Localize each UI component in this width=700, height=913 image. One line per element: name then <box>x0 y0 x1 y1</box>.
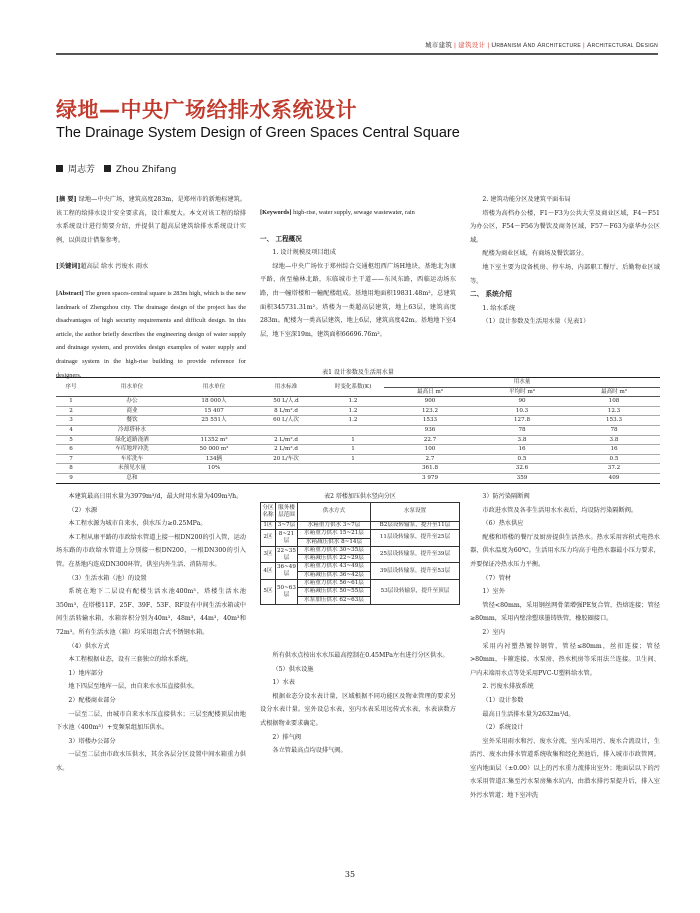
table1-header: 最高日 m³ <box>384 387 476 397</box>
col1-p7: 地下四层至地库一层，由自来水水压直接供水。 <box>68 683 199 691</box>
table-cell: 1 <box>322 454 384 464</box>
body-column-2 <box>260 649 456 758</box>
table-cell: 9 <box>56 473 86 483</box>
table-cell: 商业 <box>86 406 178 416</box>
col1-s4: （4）供水方式 <box>68 642 110 650</box>
col3-sub2: 2. 污废水排放系统 <box>482 683 534 691</box>
table-cell: 60 L/人次 <box>250 416 322 426</box>
author-line <box>56 162 176 175</box>
table2-header: 水泵设置 <box>370 503 459 522</box>
header-tag-cn1: 城市建筑 <box>424 42 453 49</box>
author-cn: 周志芳 <box>68 165 96 175</box>
zone-method: 水箱减压供水 8~14层 <box>297 538 370 546</box>
keywords-cn-text: 超高层 给水 污废水 雨水 <box>80 263 149 271</box>
col1-s3: （3）生活水箱（池）的设置 <box>68 574 147 582</box>
zone-method: 水箱重力供水 30~35层 <box>297 546 370 554</box>
abstract-en-text: The green spaces-central square is 283m high, which is the new landmark of Zhengzhou city. The drainage design of the project has the disadvantages of high security requirements and difficult design. In this article, the author briefly describes the engineering design of water supply and drainage system, and provides design examples of water supply and drainage system in the high-rise building to provide reference for designers. <box>56 289 246 379</box>
col3-p6: 2）室内 <box>482 628 505 636</box>
table-cell: 32.6 <box>476 464 568 474</box>
zone-pump: 25层设转输泵，提升至39层 <box>370 546 459 563</box>
title-en: The Drainage System Design of Green Spaces Central Square <box>56 125 460 141</box>
col1-p6: 1）地库部分 <box>68 669 104 677</box>
abstract-en-label: [Abstract] <box>56 289 84 297</box>
table2-header: 服务楼层范围 <box>276 503 298 522</box>
zone-method: 水箱减压供水 36~42层 <box>297 571 370 579</box>
table-cell: 1 <box>322 435 384 445</box>
table-cell: 123.2 <box>384 406 476 416</box>
col2-p5: 各立管最高点均设排气阀。 <box>272 747 347 755</box>
table-cell <box>178 425 250 435</box>
table-cell: 100 <box>384 445 476 455</box>
keywords-cn-label: [关键词] <box>56 263 81 271</box>
table-row <box>56 445 660 455</box>
col2-s5: （5）供水设施 <box>272 665 314 673</box>
table2-caption: 表2 塔楼加压供水竖向分区 <box>324 493 396 500</box>
zone-pump: 11层设转输泵，提升至25层 <box>370 530 459 547</box>
zone-range: 50~63层 <box>276 580 298 605</box>
zone-name: 1区 <box>261 522 276 530</box>
table-cell: 11352 m² <box>178 435 250 445</box>
section1-sub2: 2. 建筑功能分区及建筑平面布局 <box>482 196 571 203</box>
table-row <box>261 580 460 588</box>
page-number: 35 <box>344 870 356 879</box>
table-cell: 0.5 <box>568 454 660 464</box>
section1-p3: 配楼为商业区域，有商场及餐饮部分。 <box>482 250 588 258</box>
table-cell: 5 <box>56 435 86 445</box>
col1-p3: 本工程从康平路的市政给水管道上接一根DN200的引入管，运动场东路的市政给水管道上分别接一根DN200、一根DN300的引入管。在基地内连成DN300环管，供室内外生活、消防用水。 <box>56 533 246 568</box>
table-cell: 餐饮 <box>86 416 178 426</box>
abstract-cn-label: [摘 要] <box>56 196 77 203</box>
table-cell: 409 <box>568 473 660 483</box>
table-cell: 4 <box>56 425 86 435</box>
col3-p2: 市政进水管及各非生活用水水表后，均设防污染隔断阀。 <box>482 506 638 514</box>
table-cell: 359 <box>476 473 568 483</box>
table-cell: 90 <box>476 397 568 407</box>
table-cell: 6 <box>56 445 86 455</box>
table-cell: 车库洗车 <box>86 454 178 464</box>
table-cell: 2 <box>56 406 86 416</box>
table2 <box>260 502 460 605</box>
header-rule <box>56 53 658 55</box>
body-column-1 <box>56 490 246 775</box>
journal-header: 城市建筑 | 建筑设计 | Urbanism And Architecture | Architectural Design <box>424 42 658 49</box>
table-cell: 车库地坪冲洗 <box>86 445 178 455</box>
col3-p3: 配楼和塔楼的餐厅及厨房提供生活热水。热水采用容积式电热水器，供水温度为60℃。生活用水压力均高于电热水器最小压力要求，并要保证冷热水压力平衡。 <box>470 533 660 568</box>
table1-header: 平均时 m³ <box>476 387 568 397</box>
section2-sub1a: （1）设计参数及生活用水量（见表1） <box>482 318 590 326</box>
table-cell: 3.8 <box>476 435 568 445</box>
table-cell: 绿化道路浇洒 <box>86 435 178 445</box>
table-cell: 18 000人 <box>178 397 250 407</box>
table1-header: 用水量 <box>384 378 660 388</box>
col3-s7: （7）管材 <box>482 574 512 582</box>
zone-name: 4区 <box>261 563 276 580</box>
keywords-en-label: [Keywords] <box>260 209 292 216</box>
table2-body <box>261 522 460 605</box>
table-cell: 0.5 <box>476 454 568 464</box>
table-row <box>261 546 460 554</box>
square-bullet-icon <box>104 165 111 172</box>
table-row <box>261 522 460 530</box>
table-cell <box>322 425 384 435</box>
table-cell: 7 <box>56 454 86 464</box>
col3-p5: 管径<80mm，采用钢丝网骨架增强PE复合管，热熔连接；管径≥80mm，采用内壁涂塑球墨铸铁管，橡胶圈接口。 <box>470 601 660 623</box>
zone-name: 5区 <box>261 580 276 605</box>
col2-p1: 所有供水点按出水水压最高控制在0.45MPa左右进行分区供水。 <box>272 652 449 659</box>
col3-p10: （2）系统设计 <box>482 724 524 732</box>
table1-caption: 表1 设计参数及生活用水量 <box>322 369 394 376</box>
table-row <box>56 464 660 474</box>
table-cell: 2 L/m².d <box>250 445 322 455</box>
section1-heading: 一、 工程概况 <box>260 234 302 243</box>
table-cell: 2.7 <box>384 454 476 464</box>
table-cell: 1 <box>322 445 384 455</box>
col3-p1: 3）防污染隔断阀 <box>482 493 530 500</box>
table-cell: 127.8 <box>476 416 568 426</box>
table-cell: 1 <box>56 397 86 407</box>
table-cell: 108 <box>568 397 660 407</box>
zone-pump: 39层设转输泵，提升至53层 <box>370 563 459 580</box>
table-row <box>56 435 660 445</box>
col2-p2: 1）水表 <box>272 679 295 687</box>
abstract-cn-text: 绿地—中央广场，建筑高度283m，是郑州市的新地标建筑。该工程的给排水设计安全要求高，设计难度大。本文对该工程的给排水系统设计进行简要介绍，并提供了超高层建筑给排水系统设计实例，以供设计借鉴参考。 <box>56 196 247 244</box>
col3-p7: 采用内衬塑热镀锌钢管，管径≤80mm，丝扣连接；管径>80mm，卡箍连接。水泵房、热水机房等采用法兰连接。卫生间、户内末端用水点等处采用PVC-U塑料给水管。 <box>470 642 660 677</box>
table-cell: 20 L/车次 <box>250 454 322 464</box>
zone-name: 3区 <box>261 546 276 563</box>
table-cell: 134辆 <box>178 454 250 464</box>
section1-p2: 塔楼为高档办公楼，F1～F3为公共大堂及商业区域，F4～F51为办公区，F54～F56为餐饮及商务区域，F57～F63为豪华办公区域。 <box>470 209 660 244</box>
table-cell: 1.2 <box>322 397 384 407</box>
table-row <box>56 406 660 416</box>
zone-method: 水泵加压供水 62~63层 <box>297 596 370 604</box>
table-cell: 900 <box>384 397 476 407</box>
zone-method: 水箱重力供水 3~7层 <box>297 522 370 530</box>
table-cell <box>250 425 322 435</box>
zone-range: 22~35层 <box>276 546 298 563</box>
table-cell: 22.7 <box>384 435 476 445</box>
table-cell: 2 L/m².d <box>250 435 322 445</box>
zone-method: 水箱减压供水 22~29层 <box>297 555 370 563</box>
col3-s6: （6）热水供应 <box>482 520 524 528</box>
square-bullet-icon <box>56 165 63 172</box>
table2-header: 供水方式 <box>297 503 370 522</box>
abstract-column <box>56 193 246 382</box>
table-row <box>261 530 460 538</box>
zone-range: 3~7层 <box>276 522 298 530</box>
table-cell: 总和 <box>86 473 178 483</box>
col1-p2: 本工程水源为城市自来水，供水压力≥0.25MPa。 <box>68 520 207 528</box>
table1 <box>56 377 660 484</box>
title-cn: 绿地—中央广场给排水系统设计 <box>56 98 357 122</box>
table-cell: 16 <box>476 445 568 455</box>
table-cell: 8 <box>56 464 86 474</box>
table1-header: 最高时 m³ <box>568 387 660 397</box>
table-row <box>261 563 460 571</box>
table-cell: 1.2 <box>322 416 384 426</box>
table1-header: 用水单位 <box>86 378 178 397</box>
table1-header: 用水标准 <box>250 378 322 397</box>
header-tag-en1: Urbanism And Architecture <box>491 42 581 49</box>
table1-body <box>56 397 660 483</box>
col1-p8: 2）配楼商业部分 <box>68 696 116 704</box>
col1-p5: 本工程根据业态，设有三套独立的给水系统。 <box>68 656 193 664</box>
keywords-en-column <box>260 193 456 341</box>
col3-p4: 1）室外 <box>482 588 505 596</box>
col2-p3: 根据业态分设水表计量，区域根据不同功能区及物业管理的要求另设分水表计量。室外设总水表，室内水表采用远传式水表，水表读数方式根据物业要求确定。 <box>260 692 456 727</box>
header-tag-cn2: 建筑设计 <box>458 42 486 49</box>
table-cell: 3.8 <box>568 435 660 445</box>
zone-method: 水箱重力供水 43~49层 <box>297 563 370 571</box>
table-cell: 37.2 <box>568 464 660 474</box>
col1-s2: （2）水源 <box>68 506 98 514</box>
table-cell <box>322 473 384 483</box>
section2-heading: 二、 系统介绍 <box>470 290 512 299</box>
zone-method: 水箱重力供水 56~61层 <box>297 580 370 588</box>
col2-p4: 2）排气阀 <box>272 733 302 741</box>
table-cell: 15 407 <box>178 406 250 416</box>
table1-header: 序号 <box>56 378 86 397</box>
section1-p4: 地下室主要为设备机房、停车场、内部职工餐厅、后勤物业区域等。 <box>470 263 660 285</box>
zone-method: 水箱重力供水 15~21层 <box>297 530 370 538</box>
author-en: Zhou Zhifang <box>115 165 177 175</box>
col1-p9: 一层至二层，由城市自来水水压直接供水；三层至配楼顶层由地下水池（400m³）+变频泵组加压供水。 <box>56 710 246 732</box>
zone-range: 8~21层 <box>276 530 298 547</box>
table-cell <box>250 473 322 483</box>
col3-p8: （1）设计参数 <box>482 696 524 704</box>
table1-header: 时变化系数(K) <box>322 378 384 397</box>
table-cell: 361.8 <box>384 464 476 474</box>
table-cell: 78 <box>476 425 568 435</box>
table-cell: 153.3 <box>568 416 660 426</box>
table-row <box>56 473 660 483</box>
table-cell: 1533 <box>384 416 476 426</box>
table-row <box>56 397 660 407</box>
zone-name: 2区 <box>261 530 276 547</box>
table-cell: 冷却塔补水 <box>86 425 178 435</box>
col3-p9: 最高日生活排水量为2632m³/d。 <box>482 710 575 718</box>
zone-method: 水箱减压供水 50~55层 <box>297 588 370 596</box>
col1-p4: 系统在地下二层设有配楼生活水池400m³，塔楼生活水池350m³，在塔楼11F、25F、39F、53F、RF设有中间生活水箱或中间生活转输水箱，水箱容积分别为40m³，48m³，44m³，40m³和72m³。所有生活水池（箱）均采用组合式不锈钢水箱。 <box>56 588 246 636</box>
table-cell: 50 000 m² <box>178 445 250 455</box>
col3-p11: 室外采用雨水和污、废水分流，室内采用污、废水合流设计，生活污、废水由排水管道系统收集和经化粪池后，排入城市市政管网。室内地面层（±0.00）以上的污水重力流排出室外；地面层以下的污水采用管道汇集至污水泵房集水坑内，由潜水排污泵提升后，排入室外污水管道；地下室冲洗 <box>470 737 660 800</box>
col1-p11: 一层至二层由市政水压供水，其余各层分区设置中间水箱重力供水。 <box>56 751 246 772</box>
table-cell: 未预见水量 <box>86 464 178 474</box>
table-cell: 办公 <box>86 397 178 407</box>
table-row <box>56 454 660 464</box>
table-cell: 3 <box>56 416 86 426</box>
col1-p10: 3）塔楼办公部分 <box>68 737 116 745</box>
table-cell: 8 L/m².d <box>250 406 322 416</box>
table-cell <box>178 473 250 483</box>
table-cell: 78 <box>568 425 660 435</box>
zone-pump: B2层设转输泵，提升至11层 <box>370 522 459 530</box>
table-cell: 16 <box>568 445 660 455</box>
col1-p1: 本建筑最高日用水量为3979m³/d，最大时用水量为409m³/h。 <box>68 493 243 500</box>
table-cell: 10.3 <box>476 406 568 416</box>
header-tag-en2: Architectural Design <box>586 42 658 49</box>
table-cell: 25 551人 <box>178 416 250 426</box>
table-cell <box>250 464 322 474</box>
table-row <box>56 416 660 426</box>
zone-pump: 53层设转输泵，提升至顶层 <box>370 580 459 605</box>
keywords-en-text: high-rise, water supply, sewage wastewater, rain <box>293 209 415 216</box>
section2-sub1: 1. 给水系统 <box>482 304 516 312</box>
table1-header: 用水单位 <box>178 378 250 397</box>
zone-range: 36~49层 <box>276 563 298 580</box>
body-column-3 <box>470 490 660 803</box>
table-row <box>56 425 660 435</box>
section1-sub1: 1. 设计规模及项目组成 <box>272 249 336 257</box>
table-cell: 1.2 <box>322 406 384 416</box>
table-cell: 12.3 <box>568 406 660 416</box>
section1-p1: 绿地—中央广场位于郑州综合交通枢纽西广场H地块，基地北为康平路，南至榆林北路，东临城市主干道——东风东路，西临运动场东路，由一幢塔楼和一幢配楼组成。基地用地面积19831.48m²，总建筑面积345731.31m²。塔楼为一类超高层建筑，地上63层，建筑高度283m。配楼为一类高层建筑，地上6层，建筑高度42m。基地地下室4层，地下室深19m，建筑面积66696.76m²。 <box>260 262 456 338</box>
table2-header: 分区名称 <box>261 503 276 522</box>
section2-column <box>470 193 660 329</box>
table-cell: 936 <box>384 425 476 435</box>
table-cell <box>322 464 384 474</box>
table-cell: 3 979 <box>384 473 476 483</box>
table-cell: 50 L/人.d <box>250 397 322 407</box>
table-cell: 10% <box>178 464 250 474</box>
